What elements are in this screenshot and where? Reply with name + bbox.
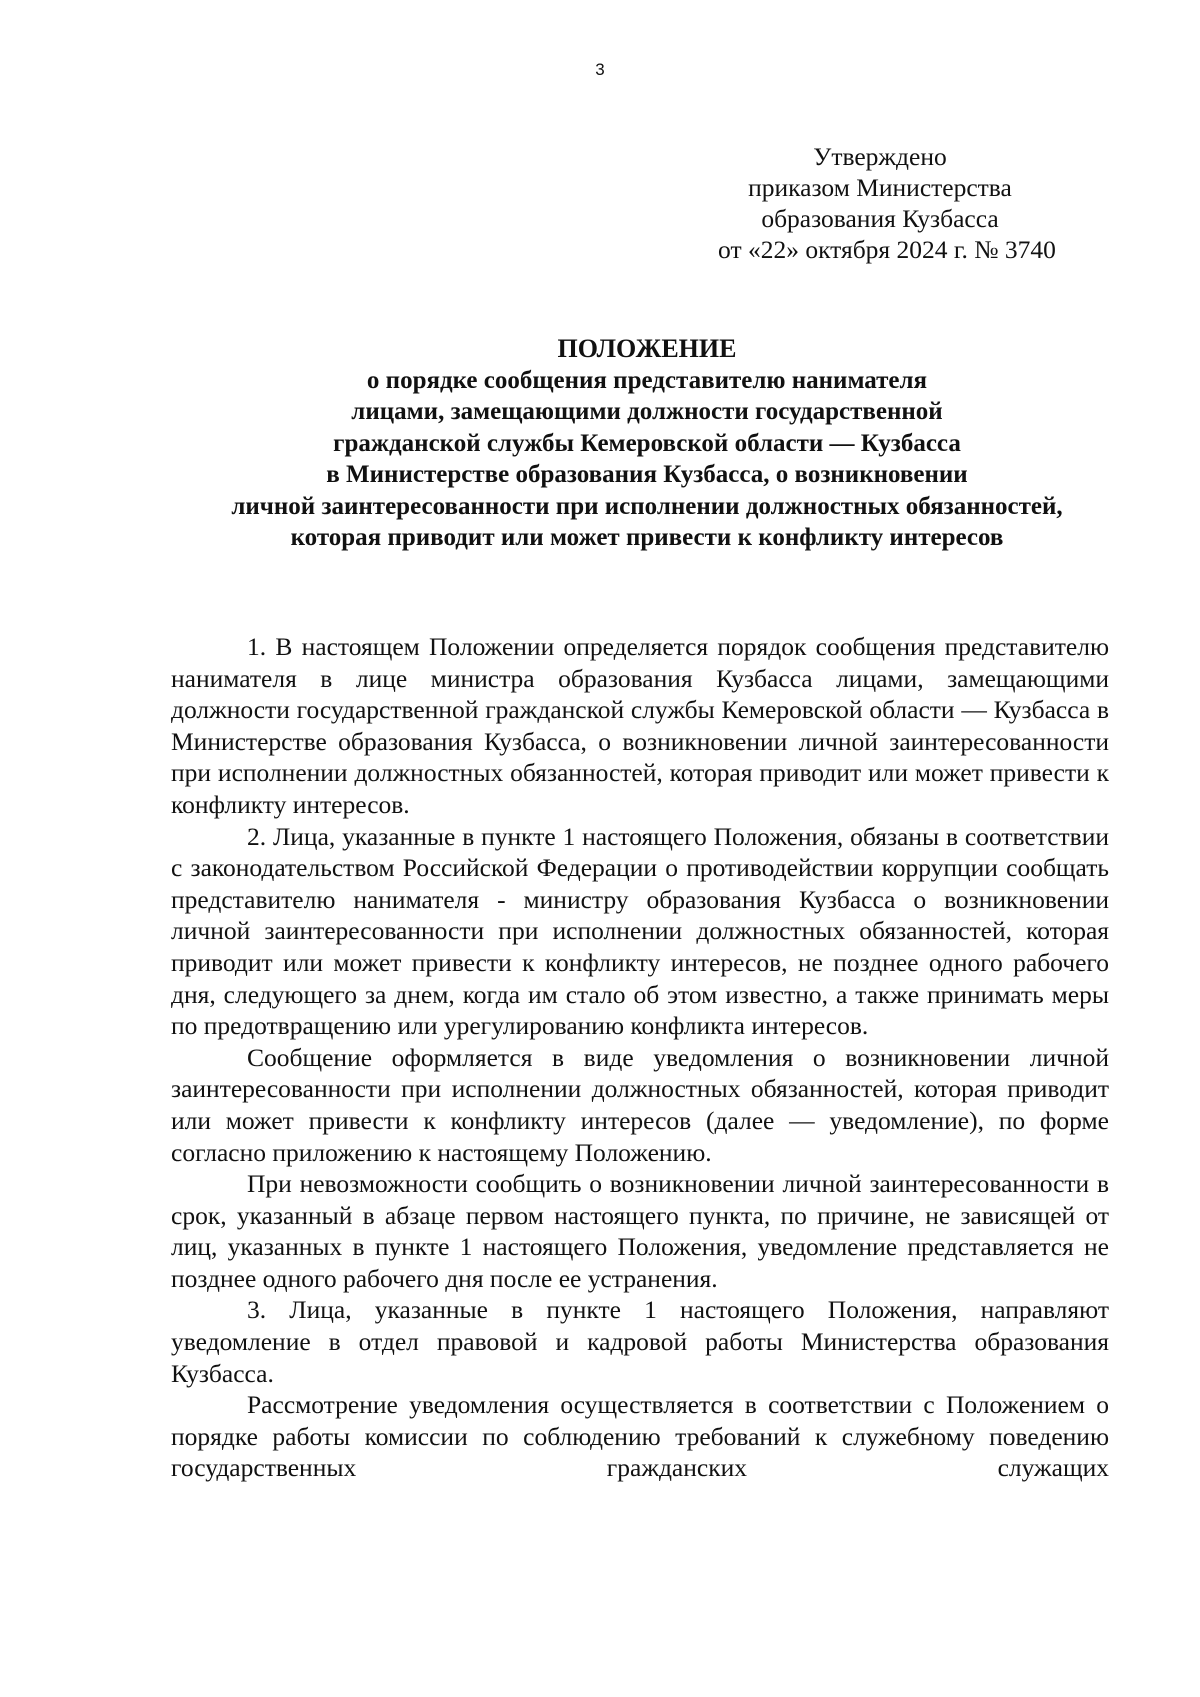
paragraph-2-notification-form: Сообщение оформляется в виде уведомления о возникновении личной заинтересованности при исполнении должностных обязанностей, которая приводит или может привести к конфликту интересов (далее — уведомление), по форме согласно приложению к настоящему Положению. <box>171 1042 1109 1167</box>
approval-line: образования Кузбасса <box>761 204 999 233</box>
title-line: личной заинтересованности при исполнении должностных обязанностей, <box>231 492 1063 520</box>
paragraph-3: 3. Лица, указанные в пункте 1 настоящего Положения, направляют уведомление в отдел правовой и кадровой работы Министерства образования Кузбасса. <box>171 1295 1109 1388</box>
title-heading: ПОЛОЖЕНИЕ <box>557 334 737 363</box>
paragraph-1: 1. В настоящем Положении определяется порядок сообщения представителю нанимателя в лице министра образования Кузбасса лицами, замещающими должности государственной гражданской службы Кемеровской области — Кузбасса в Министерстве образования Кузбасса, о возникновении личной заинтересованности при исполнении должностных обязанностей, которая приводит или может привести к конфликту интересов. <box>171 632 1109 819</box>
approval-order-reference: от «22» октября 2024 г. № 3740 <box>718 235 1056 264</box>
approval-stamp <box>660 141 1100 265</box>
document-body <box>171 631 1109 1484</box>
paragraph-3-review: Рассмотрение уведомления осуществляется в соответствии с Положением о порядке работы комиссии по соблюдению требований к служебному поведению государственных гражданских служащих <box>171 1390 1109 1483</box>
title-line: лицами, замещающими должности государственной <box>351 398 943 425</box>
title-line: гражданской службы Кемеровской области — Кузбасса <box>333 429 961 457</box>
title-line: которая приводит или может привести к конфликту интересов <box>290 524 1004 551</box>
document-title <box>150 333 1144 554</box>
approval-line: приказом Министерства <box>748 173 1012 202</box>
paragraph-2-impossibility: При невозможности сообщить о возникновении личной заинтересованности в срок, указанный в абзаце первом настоящего пункта, по причине, не зависящей от лиц, указанных в пункте 1 настоящего Положения, уведомление представляется не позднее одного рабочего дня после ее устранения. <box>171 1169 1109 1293</box>
paragraph-2: 2. Лица, указанные в пункте 1 настоящего Положения, обязаны в соответствии с законодательством Российской Федерации о противодействии коррупции сообщать представителю нанимателя - министру образования Кузбасса о возникновении личной заинтересованности при исполнении должностных обязанностей, которая приводит или может привести к конфликту интересов, не позднее одного рабочего дня, следующего за днем, когда им стало об этом известно, а также принимать меры по предотвращению или урегулированию конфликта интересов. <box>171 821 1109 1041</box>
title-line: о порядке сообщения представителю нанимателя <box>366 366 928 394</box>
title-line: в Министерстве образования Кузбасса, о возникновении <box>326 461 968 488</box>
approval-line: Утверждено <box>813 142 947 171</box>
page-number: 3 <box>595 60 605 79</box>
